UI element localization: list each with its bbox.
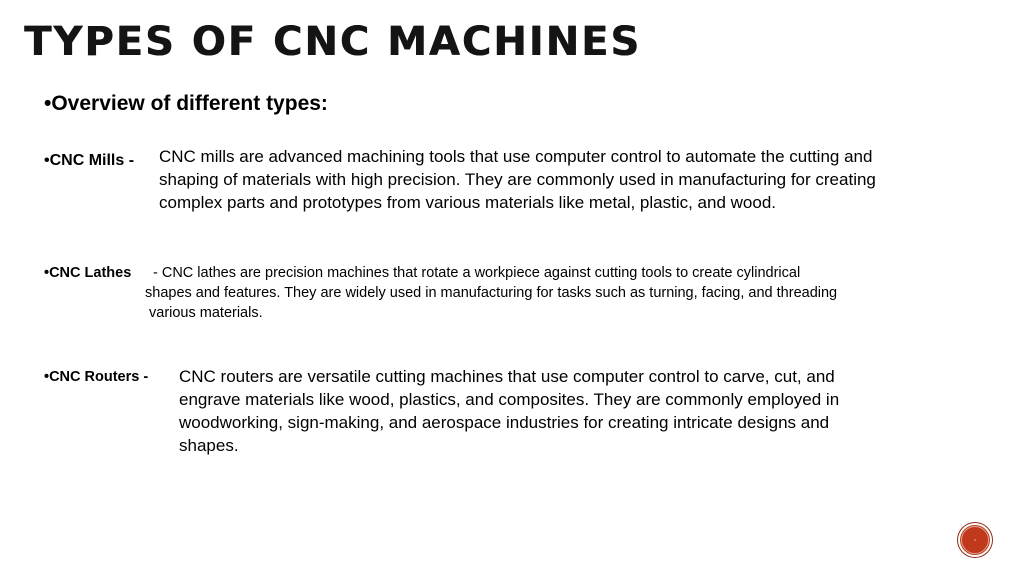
- cnc-mills-line: shaping of materials with high precision. They are commonly used in manufacturing for creating: [159, 170, 876, 189]
- cnc-routers-line: woodworking, sign-making, and aerospace industries for creating intricate designs and: [179, 413, 830, 432]
- overview-heading: •Overview of different types:: [44, 92, 328, 115]
- cnc-lathes-line: various materials.: [149, 305, 263, 321]
- cnc-lathes-description: [145, 263, 837, 323]
- cnc-mills-description: [159, 145, 876, 214]
- page-number: ◦: [961, 526, 989, 554]
- cnc-lathes-line: - CNC lathes are precision machines that rotate a workpiece against cutting tools to create cylindrical: [153, 265, 801, 281]
- cnc-routers-label: •CNC Routers -: [44, 369, 149, 385]
- cnc-lathes-label: •CNC Lathes: [44, 265, 132, 281]
- cnc-routers-line: CNC routers are versatile cutting machines that use computer control to carve, cut, and: [179, 367, 835, 386]
- cnc-mills-line: CNC mills are advanced machining tools that use computer control to automate the cutting and: [159, 147, 873, 166]
- cnc-routers-description: [179, 365, 839, 457]
- slide-title: TYPES OF CNC MACHINES: [24, 19, 642, 65]
- cnc-mills-label: •CNC Mills -: [44, 152, 135, 169]
- page-number-badge: [958, 523, 992, 557]
- cnc-routers-line: engrave materials like wood, plastics, and composites. They are commonly employed in: [179, 390, 840, 409]
- cnc-mills-line: complex parts and prototypes from various materials like metal, plastic, and wood.: [159, 193, 776, 212]
- cnc-routers-line: shapes.: [179, 436, 239, 455]
- cnc-lathes-line: shapes and features. They are widely used in manufacturing for tasks such as turning, facing, and threading: [145, 285, 838, 301]
